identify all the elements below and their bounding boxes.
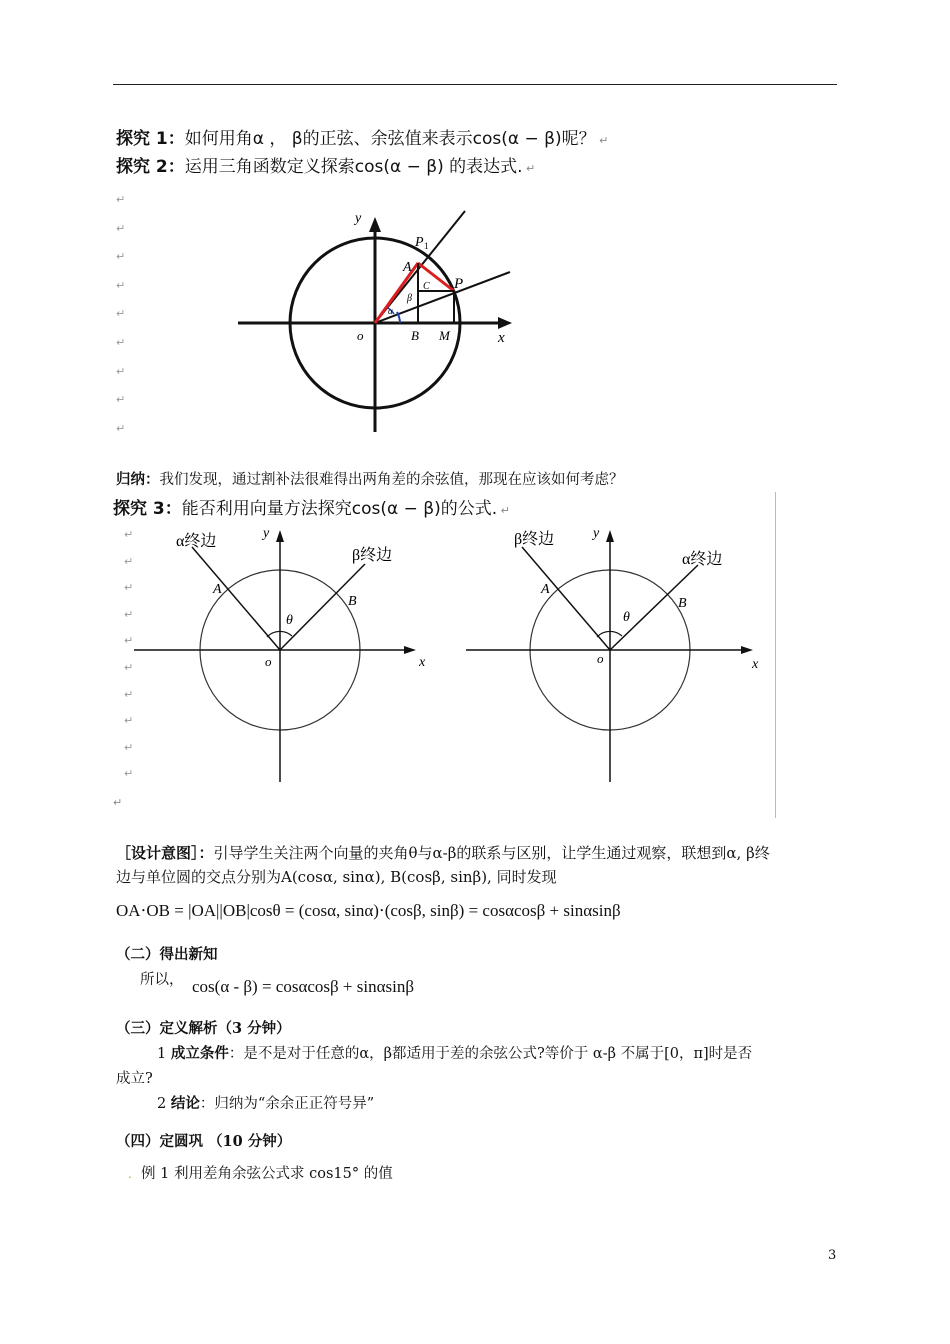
fig3-a-label: A <box>541 582 550 597</box>
fig1-p1-label: P <box>415 235 424 250</box>
fig1-b-label: B <box>411 328 419 343</box>
dot-product-formula: OA⋅OB = |OA||OB|cosθ = (cosα, sinα)⋅(cosβ, sinβ) = cosαcosβ + sinαsinβ <box>116 901 621 920</box>
explore-3: 探究 3：能否利用向量方法探究cos(α − β)的公式. ↵ <box>113 499 510 519</box>
fig3-x-label: x <box>752 657 759 672</box>
fig3-y-label: y <box>593 526 600 541</box>
design-intent-line2: 边与单位圆的交点分别为A(cosα, sinα), B(cosβ, sinβ), 同时发现 <box>116 868 557 886</box>
summary: 归纳：我们发现，通过割补法很难得出两角差的余弦值，那现在应该如何考虑？ <box>116 471 624 488</box>
fig1-p1-subscript: 1 <box>424 241 429 251</box>
fig2-a-label: A <box>213 582 222 597</box>
explore-1: 探究 1：如何用角α ， β的正弦、余弦值来表示cos(α − β)呢？ ↵ <box>116 129 609 149</box>
section-4-title: （四）定圆巩 （10 分钟） <box>116 1133 292 1150</box>
fig3-beta-side-label: β终边 <box>514 531 555 548</box>
paragraph-mark-end: ↵ <box>113 796 123 809</box>
fig2-alpha-side-label: α终边 <box>176 533 217 550</box>
fig1-y-label: y <box>355 211 362 226</box>
fig2-origin-label: o <box>265 654 272 669</box>
fig1-beta-label: β <box>407 293 412 304</box>
difference-cosine-formula: cos(α - β) = cosαcosβ + sinαsinβ <box>192 977 414 996</box>
page-number: 3 <box>828 1248 837 1263</box>
section-2-title: （二）得出新知 <box>116 946 218 963</box>
fig1-alpha-label: α <box>388 306 393 316</box>
fig1-origin-label: o <box>357 328 364 343</box>
unit-circle-figure <box>230 200 530 440</box>
fig2-theta-label: θ <box>286 613 293 628</box>
explore-2: 探究 2：运用三角函数定义探索cos(α − β) 的表达式. ↵ <box>116 157 536 177</box>
vector-figure-right <box>462 520 772 785</box>
fig2-beta-side-label: β终边 <box>352 547 393 564</box>
vector-figure-left <box>130 520 440 785</box>
fig2-b-label: B <box>348 594 357 609</box>
section-3-item-1: 1 成立条件：是不是对于任意的α，β都适用于差的余弦公式?等价于 α-β 不属于[0，π]时是否 <box>157 1045 753 1062</box>
section-2-prefix: 所以， <box>140 972 184 988</box>
fig1-c-label: C <box>423 281 430 292</box>
fig3-origin-label: o <box>597 651 604 666</box>
figure-frame-line <box>775 492 776 818</box>
paragraph-marks-2: ↵ ↵ ↵ ↵ ↵ ↵ ↵ ↵ ↵ ↵ <box>124 528 134 781</box>
fig3-b-label: B <box>678 596 687 611</box>
header-rule <box>113 84 837 85</box>
section-3-item-2: 2 结论：归纳为“余余正正符号异” <box>157 1095 375 1112</box>
fig3-theta-label: θ <box>623 610 630 625</box>
fig1-m-label: M <box>439 328 450 343</box>
fig1-x-label: x <box>498 330 505 346</box>
section-3-title: （三）定义解析（3 分钟） <box>116 1020 291 1037</box>
fig2-x-label: x <box>419 655 426 670</box>
fig3-alpha-side-label: α终边 <box>682 551 723 568</box>
example-1: . 例 1 利用差角余弦公式求 cos15° 的值 <box>128 1166 393 1182</box>
fig2-y-label: y <box>263 526 270 541</box>
fig1-a-label: A <box>403 260 412 275</box>
paragraph-marks-1: ↵ ↵ ↵ ↵ ↵ ↵ ↵ ↵ ↵ <box>116 193 126 435</box>
section-3-item-1-cont: 成立? <box>116 1071 153 1087</box>
design-intent-line1: ［设计意图］：引导学生关注两个向量的夹角θ与α-β的联系与区别，让学生通过观察，联想到α, β终 <box>116 844 770 862</box>
fig1-p-label: P <box>454 276 464 292</box>
